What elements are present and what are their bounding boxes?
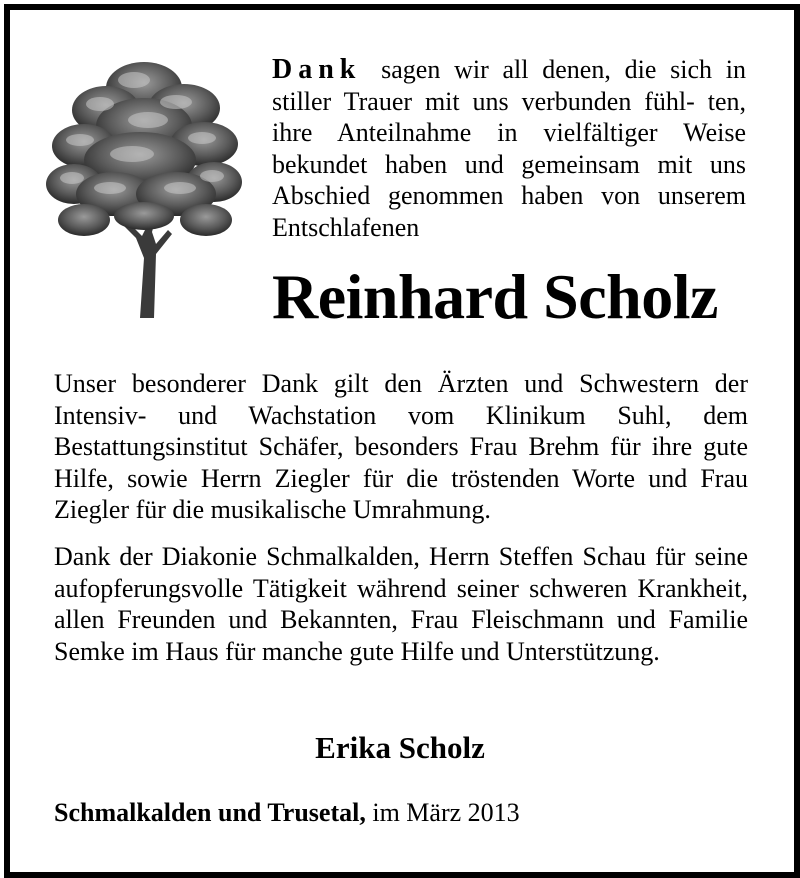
thanks-paragraph-1: Unser besonderer Dank gilt den Ärzten und Schwestern der Intensiv- und Wachstation vom Klinikum Suhl, dem Bestattungsinstitut Schäfer, besonders Frau Brehm für ihre gute Hilfe, sowie Herrn Ziegler für die tröstenden Worte und Frau Ziegler für die musikalische Umrahmung.: [54, 369, 748, 524]
intro-lead: Dank: [272, 54, 362, 85]
intro-text: [272, 54, 746, 243]
signer-name: Erika Scholz: [315, 730, 485, 765]
tree-icon: [44, 48, 244, 328]
place-date-line: [54, 798, 520, 828]
thanks-paragraph-2: Dank der Diakonie Schmalkalden, Herrn Steffen Schau für seine aufopferungsvolle Tätigkeit während seiner schweren Krankheit, allen Freunden und Bekannten, Frau Fleischmann und Familie Semke im Haus für manche gute Hilfe und Unterstützung.: [54, 542, 748, 666]
date: im März 2013: [372, 798, 520, 827]
deceased-name: Reinhard Scholz: [272, 261, 718, 332]
intro-body: sagen wir all denen, die sich in stiller Trauer mit uns verbunden fühl- ten, ihre Anteilnahme in vielfältiger Weise bekundet haben und gemeinsam mit uns Abschied genommen haben von unserem Entschlafenen: [272, 55, 747, 242]
place: Schmalkalden und Trusetal,: [54, 798, 366, 827]
